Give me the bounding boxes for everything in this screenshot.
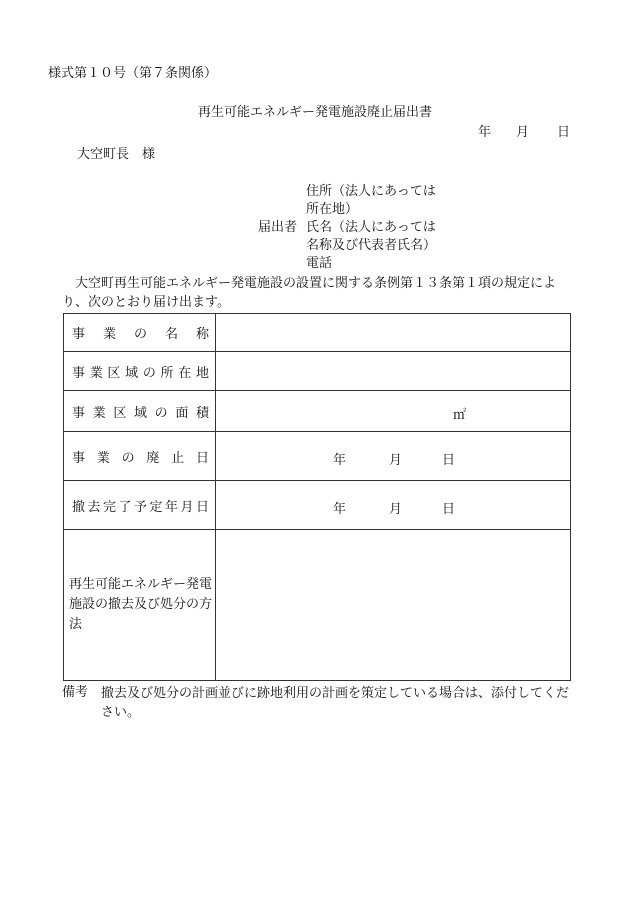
remarks-text: 撤去及び処分の計画並びに跡地利用の計画を策定している場合は、添付してください。 [101,686,570,720]
date-year: 年 [478,125,492,140]
abolition-year: 年 [333,453,347,468]
row-label-abolition-date: 事業の廃止日 [64,432,216,481]
row-label-location: 事業区域の所在地 [64,352,216,391]
notification-table [63,313,571,681]
removal-month: 月 [389,502,403,517]
abolition-month: 月 [389,453,403,468]
business-name-field[interactable] [216,314,571,352]
area-unit: ㎡ [453,408,467,423]
disposal-method-field[interactable] [216,530,571,681]
document-title: 再生可能エネルギー発電施設廃止届出書 [197,105,432,120]
statement-text: 大空町再生可能エネルギー発電施設の設置に関する条例第１３条第１項の規定により、次のとおり届け出ます。 [62,276,557,310]
table-row [64,314,571,352]
table-row [64,352,571,391]
abolition-day: 日 [442,453,456,468]
applicant-name-label: 氏名（法人にあっては [306,220,436,235]
date-month: 月 [516,125,530,140]
area-field[interactable] [216,391,571,432]
removal-year: 年 [333,502,347,517]
row-label-disposal-method: 再生可能エネルギー発電施設の撤去及び処分の方法 [64,530,216,681]
row-label-removal-date: 撤去完了予定年月日 [64,481,216,530]
row-label-area: 事業区域の面積 [64,391,216,432]
removal-day: 日 [442,502,456,517]
applicant-caption: 届出者 [258,220,298,235]
abolition-date-field[interactable] [216,432,571,481]
applicant-address-label: 住所（法人にあっては [306,184,436,199]
table-row [64,481,571,530]
row-label-business-name: 事業の名称 [64,314,216,352]
addressee: 大空町長 様 [77,147,156,162]
table-row [64,432,571,481]
table-row [64,391,571,432]
applicant-name-label-cont: 名称及び代表者氏名） [306,238,437,253]
table-row [64,530,571,681]
form-number: 様式第１０号（第７条関係） [48,66,218,81]
location-field[interactable] [216,352,571,391]
remarks-label: 備考 [62,685,89,700]
date-day: 日 [557,125,571,140]
applicant-phone-label: 電話 [306,256,333,271]
applicant-address-label-cont: 所在地） [306,202,359,217]
removal-date-field[interactable] [216,481,571,530]
